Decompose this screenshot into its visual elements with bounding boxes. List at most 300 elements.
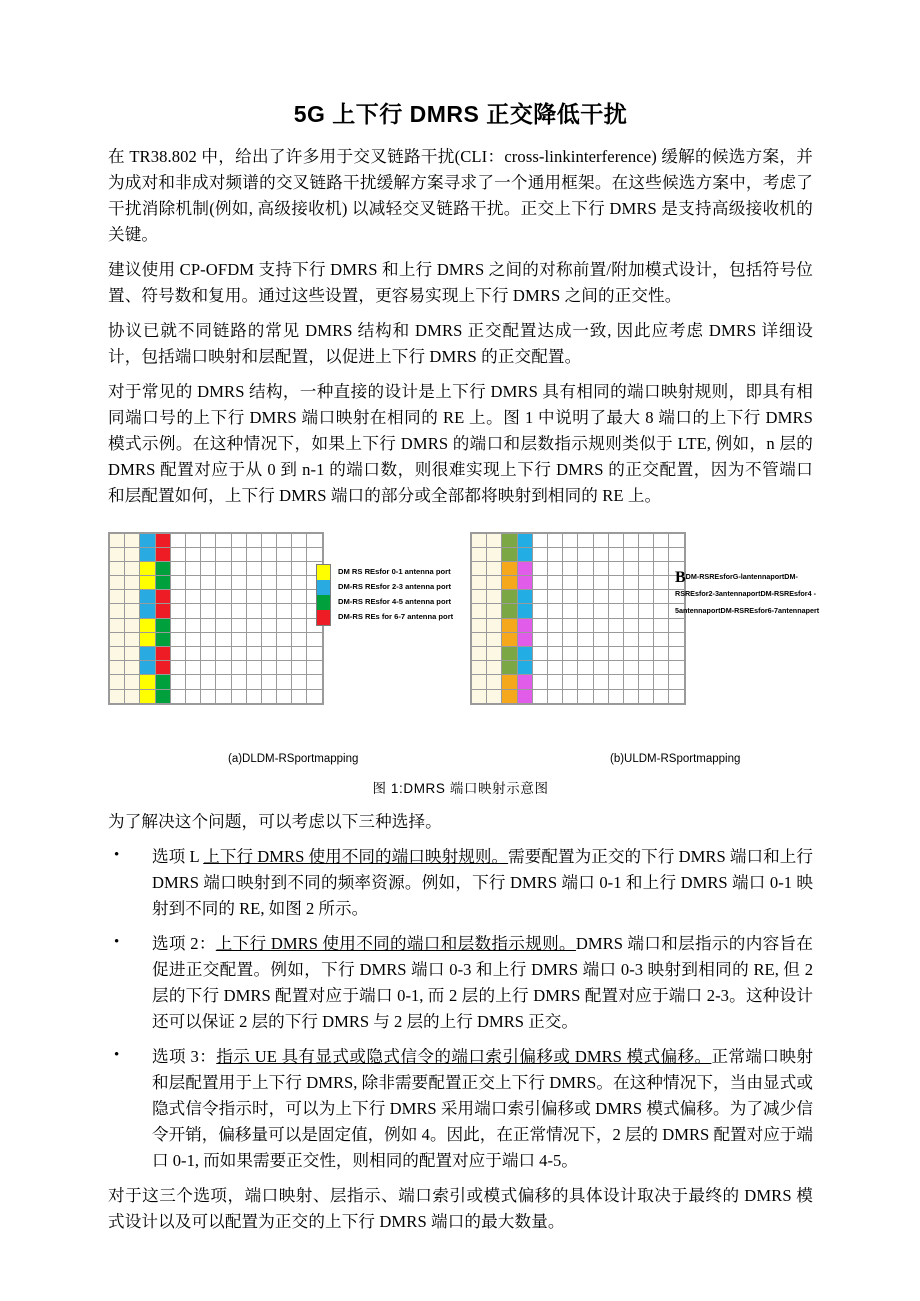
re-cell <box>262 562 276 575</box>
re-cell <box>487 647 501 660</box>
re-cell <box>292 661 306 674</box>
paragraph-2: 建议使用 CP-OFDM 支持下行 DMRS 和上行 DMRS 之间的对称前置/附加模式设计，包括符号位置、符号数和复用。通过这些设置，更容易实现上下行 DMRS 之间的正交性。 <box>108 260 813 306</box>
re-cell <box>171 661 185 674</box>
re-cell <box>262 534 276 547</box>
re-cell <box>502 562 516 575</box>
re-cell <box>140 675 154 688</box>
re-cell <box>201 562 215 575</box>
ul-legend-line-0 <box>675 568 835 585</box>
re-cell <box>563 619 577 632</box>
re-cell <box>125 562 139 575</box>
re-cell <box>216 619 230 632</box>
re-cell <box>639 675 653 688</box>
option-3-lead: 选项 3： <box>152 1046 217 1066</box>
re-cell <box>171 590 185 603</box>
re-cell <box>639 534 653 547</box>
re-cell <box>277 576 291 589</box>
re-cell <box>110 633 124 646</box>
re-cell <box>171 690 185 703</box>
re-cell <box>110 604 124 617</box>
re-cell <box>533 675 547 688</box>
re-cell <box>578 590 592 603</box>
re-cell <box>518 647 532 660</box>
re-cell <box>171 548 185 561</box>
re-cell <box>669 661 683 674</box>
option-item-2 <box>108 931 813 1035</box>
re-cell <box>594 576 608 589</box>
re-cell <box>186 647 200 660</box>
re-cell <box>563 675 577 688</box>
dl-legend-label-0: DM RS REsfor 0-1 antenna port <box>338 566 451 576</box>
ul-legend-line-2: 5antennaportDM-RSREsfor6-7antennapert <box>675 605 820 615</box>
re-cell <box>110 562 124 575</box>
re-cell <box>216 548 230 561</box>
re-cell <box>609 647 623 660</box>
re-cell <box>578 633 592 646</box>
re-cell <box>502 534 516 547</box>
re-cell <box>609 534 623 547</box>
re-cell <box>156 661 170 674</box>
re-cell <box>140 690 154 703</box>
ul-legend-text-0: DM-RSREsforG-lantennaportDM- <box>685 571 798 581</box>
re-cell <box>292 675 306 688</box>
figure-subcaptions <box>108 753 813 773</box>
re-cell <box>125 604 139 617</box>
re-cell <box>639 548 653 561</box>
re-cell <box>140 661 154 674</box>
re-cell <box>292 633 306 646</box>
re-cell <box>277 661 291 674</box>
paragraph-closing: 对于这三个选项，端口映射、层指示、端口索引或模式偏移的具体设计取决于最终的 DMRS 模式设计以及可以配置为正交的上下行 DMRS 端口的最大数量。 <box>108 1186 813 1232</box>
re-cell <box>201 548 215 561</box>
dl-legend-label-1: DM-RS REsfor 2-3 antenna port <box>338 581 452 591</box>
re-cell <box>624 661 638 674</box>
dl-legend-labels <box>338 564 453 624</box>
re-cell <box>548 604 562 617</box>
re-cell <box>156 590 170 603</box>
re-cell <box>247 590 261 603</box>
re-cell <box>201 633 215 646</box>
re-cell <box>578 647 592 660</box>
re-cell <box>518 661 532 674</box>
options-list <box>108 844 813 1175</box>
re-cell <box>639 690 653 703</box>
option-item-1 <box>108 844 813 922</box>
re-cell <box>533 534 547 547</box>
re-cell <box>232 690 246 703</box>
ul-legend <box>675 568 835 619</box>
re-cell <box>594 675 608 688</box>
re-cell <box>277 690 291 703</box>
re-cell <box>594 562 608 575</box>
re-cell <box>216 534 230 547</box>
bullet-marker: • <box>114 933 120 950</box>
re-cell <box>307 690 321 703</box>
re-cell <box>487 534 501 547</box>
re-cell <box>594 604 608 617</box>
re-cell <box>140 604 154 617</box>
re-cell <box>472 604 486 617</box>
re-cell <box>594 619 608 632</box>
re-cell <box>156 675 170 688</box>
re-cell <box>171 562 185 575</box>
re-cell <box>548 690 562 703</box>
re-cell <box>232 562 246 575</box>
re-cell <box>502 690 516 703</box>
figure-subcaption-b: (b)ULDM-RSportmapping <box>610 752 741 765</box>
re-cell <box>110 690 124 703</box>
paragraph-intro-options: 为了解决这个问题，可以考虑以下三种选择。 <box>108 811 442 831</box>
re-cell <box>472 619 486 632</box>
re-cell <box>125 619 139 632</box>
re-cell <box>232 619 246 632</box>
re-cell <box>186 576 200 589</box>
re-cell <box>232 647 246 660</box>
re-cell <box>594 647 608 660</box>
re-cell <box>654 604 668 617</box>
re-cell <box>533 590 547 603</box>
re-cell <box>292 647 306 660</box>
re-cell <box>292 590 306 603</box>
re-cell <box>201 576 215 589</box>
re-cell <box>609 690 623 703</box>
legend-swatch-red <box>317 610 330 625</box>
re-cell <box>277 633 291 646</box>
re-cell <box>171 619 185 632</box>
re-cell <box>502 604 516 617</box>
re-cell <box>125 534 139 547</box>
re-cell <box>578 675 592 688</box>
re-cell <box>548 633 562 646</box>
re-cell <box>186 548 200 561</box>
re-cell <box>186 534 200 547</box>
re-cell <box>472 675 486 688</box>
re-cell <box>171 604 185 617</box>
re-cell <box>639 590 653 603</box>
re-cell <box>563 690 577 703</box>
re-cell <box>654 675 668 688</box>
re-cell <box>201 619 215 632</box>
re-cell <box>472 633 486 646</box>
re-cell <box>262 690 276 703</box>
re-cell <box>669 548 683 561</box>
re-cell <box>292 534 306 547</box>
figure-panel-ul <box>470 532 686 705</box>
paragraph-1: 在 TR38.802 中，给出了许多用于交叉链路干扰(CLI：cross-linkinterference) 缓解的候选方案，并为成对和非成对频谱的交叉链路干扰缓解方案寻求了一个通用框架。在这些候选方案中，考虑了干扰消除机制(例如, 高级接收机) 以减轻交叉链路干扰。正交上下行 DMRS 是支持高级接收机的关键。 <box>108 146 813 245</box>
re-cell <box>563 661 577 674</box>
re-cell <box>186 590 200 603</box>
re-cell <box>156 690 170 703</box>
option-1-underlined: 上下行 DMRS 使用不同的端口映射规则。 <box>203 846 509 866</box>
re-cell <box>502 590 516 603</box>
re-cell <box>639 661 653 674</box>
re-cell <box>307 661 321 674</box>
re-cell <box>518 576 532 589</box>
re-cell <box>563 576 577 589</box>
re-cell <box>247 604 261 617</box>
re-cell <box>277 619 291 632</box>
re-cell <box>609 576 623 589</box>
re-cell <box>594 690 608 703</box>
re-cell <box>156 562 170 575</box>
re-cell <box>639 604 653 617</box>
re-cell <box>110 576 124 589</box>
re-cell <box>563 647 577 660</box>
re-cell <box>609 548 623 561</box>
re-cell <box>609 633 623 646</box>
re-cell <box>518 604 532 617</box>
re-cell <box>125 690 139 703</box>
re-cell <box>186 562 200 575</box>
re-cell <box>232 633 246 646</box>
re-cell <box>578 576 592 589</box>
re-cell <box>669 633 683 646</box>
document-content <box>108 100 820 1244</box>
re-cell <box>247 619 261 632</box>
dl-legend-label-3: DM-RS REs for 6-7 antenna port <box>338 611 454 621</box>
re-cell <box>232 661 246 674</box>
re-cell <box>247 633 261 646</box>
re-cell <box>186 661 200 674</box>
re-cell <box>669 619 683 632</box>
re-cell <box>292 619 306 632</box>
re-cell <box>472 534 486 547</box>
re-cell <box>518 633 532 646</box>
figure-panel-dl <box>108 532 324 705</box>
re-cell <box>171 576 185 589</box>
legend-swatch-green <box>317 595 330 610</box>
re-cell <box>563 604 577 617</box>
re-cell <box>216 576 230 589</box>
re-cell <box>140 590 154 603</box>
re-cell <box>624 619 638 632</box>
re-cell <box>548 534 562 547</box>
re-cell <box>232 590 246 603</box>
option-2-underlined: 上下行 DMRS 使用不同的端口和层数指示规则。 <box>215 933 576 953</box>
re-cell <box>216 647 230 660</box>
re-cell <box>186 619 200 632</box>
re-cell <box>232 675 246 688</box>
re-cell <box>624 562 638 575</box>
re-cell <box>533 576 547 589</box>
re-cell <box>262 590 276 603</box>
figure-caption: 图 1:DMRS 端口映射示意图 <box>372 780 549 796</box>
re-cell <box>533 548 547 561</box>
re-cell <box>110 534 124 547</box>
re-cell <box>533 619 547 632</box>
re-cell <box>472 690 486 703</box>
re-cell <box>654 619 668 632</box>
paragraph-3: 协议已就不同链路的常见 DMRS 结构和 DMRS 正交配置达成一致, 因此应考虑 DMRS 详细设计，包括端口映射和层配置，以促进上下行 DMRS 的正交配置。 <box>108 321 813 367</box>
re-cell <box>502 633 516 646</box>
re-cell <box>563 548 577 561</box>
re-cell <box>654 633 668 646</box>
re-cell <box>518 562 532 575</box>
re-cell <box>563 590 577 603</box>
re-cell <box>594 633 608 646</box>
re-cell <box>171 534 185 547</box>
re-cell <box>125 548 139 561</box>
re-cell <box>624 675 638 688</box>
option-3-underlined: 指示 UE 具有显式或隐式信令的端口索引偏移或 DMRS 模式偏移。 <box>216 1046 712 1066</box>
re-cell <box>624 647 638 660</box>
ul-legend-marker: B <box>675 568 686 586</box>
figure-1 <box>108 532 820 747</box>
re-cell <box>578 690 592 703</box>
re-cell <box>247 548 261 561</box>
re-cell <box>669 675 683 688</box>
re-cell <box>578 604 592 617</box>
re-cell <box>609 675 623 688</box>
re-cell <box>125 647 139 660</box>
re-cell <box>171 633 185 646</box>
re-cell <box>216 690 230 703</box>
re-cell <box>472 661 486 674</box>
re-cell <box>594 590 608 603</box>
re-cell <box>307 534 321 547</box>
re-cell <box>518 590 532 603</box>
re-cell <box>487 590 501 603</box>
re-cell <box>594 661 608 674</box>
re-cell <box>472 647 486 660</box>
re-cell <box>487 675 501 688</box>
re-cell <box>292 690 306 703</box>
re-cell <box>609 604 623 617</box>
re-cell <box>487 604 501 617</box>
re-cell <box>578 619 592 632</box>
re-cell <box>125 633 139 646</box>
re-cell <box>563 534 577 547</box>
re-cell <box>624 590 638 603</box>
re-cell <box>624 548 638 561</box>
re-cell <box>487 661 501 674</box>
re-cell <box>156 647 170 660</box>
re-cell <box>639 647 653 660</box>
re-cell <box>518 548 532 561</box>
re-cell <box>110 590 124 603</box>
re-cell <box>307 633 321 646</box>
re-cell <box>502 576 516 589</box>
re-cell <box>216 675 230 688</box>
re-cell <box>518 619 532 632</box>
re-cell <box>563 633 577 646</box>
re-cell <box>201 661 215 674</box>
re-cell <box>110 675 124 688</box>
option-2-rest: DMRS 端口和层指示的内容旨在促进正交配置。例如，下行 DMRS 端口 0-3 和上行 DMRS 端口 0-3 映射到相同的 RE, 但 2 层的下行 DMRS 配置对应于端口 0-1, 而 2 层的上行 DMRS 配置对应于端口 2-3。这种设计还可以保证 2 层的下行 DMRS 与 2 层的上行 DMRS 正交。 <box>152 933 813 1031</box>
re-cell <box>232 548 246 561</box>
re-cell <box>487 633 501 646</box>
option-2-lead: 选项 2： <box>152 933 216 953</box>
re-cell <box>594 534 608 547</box>
re-cell <box>472 576 486 589</box>
re-cell <box>201 534 215 547</box>
re-cell <box>140 619 154 632</box>
re-cell <box>247 534 261 547</box>
re-cell <box>502 647 516 660</box>
re-cell <box>654 548 668 561</box>
re-cell <box>669 647 683 660</box>
re-cell <box>186 633 200 646</box>
re-cell <box>156 548 170 561</box>
re-cell <box>654 661 668 674</box>
figure-subcaption-a: (a)DLDM-RSportmapping <box>228 752 359 765</box>
re-cell <box>307 675 321 688</box>
ul-legend-line-1: RSREsfor2-3antennaportDM-RSREsfor4 - <box>675 588 816 598</box>
re-cell <box>156 534 170 547</box>
re-cell <box>472 562 486 575</box>
dl-dmrs-re-grid <box>108 532 324 705</box>
bullet-marker: • <box>114 846 120 863</box>
re-cell <box>140 633 154 646</box>
re-cell <box>201 675 215 688</box>
re-cell <box>277 562 291 575</box>
option-1-lead: 选项 L <box>152 846 199 866</box>
re-cell <box>247 661 261 674</box>
re-cell <box>156 619 170 632</box>
re-cell <box>125 661 139 674</box>
re-cell <box>518 690 532 703</box>
legend-swatch-yellow <box>317 565 330 580</box>
re-cell <box>533 661 547 674</box>
re-cell <box>548 661 562 674</box>
re-cell <box>277 548 291 561</box>
dl-legend-label-2: DM-RS REsfor 4-5 antenna port <box>338 596 452 606</box>
dl-legend-swatches <box>316 564 331 626</box>
re-cell <box>533 647 547 660</box>
re-cell <box>156 633 170 646</box>
re-cell <box>262 604 276 617</box>
re-cell <box>654 690 668 703</box>
re-cell <box>140 562 154 575</box>
re-cell <box>487 576 501 589</box>
re-cell <box>110 619 124 632</box>
re-cell <box>654 590 668 603</box>
re-cell <box>487 619 501 632</box>
re-cell <box>654 562 668 575</box>
re-cell <box>247 675 261 688</box>
re-cell <box>533 562 547 575</box>
re-cell <box>502 661 516 674</box>
re-cell <box>548 619 562 632</box>
re-cell <box>186 675 200 688</box>
re-cell <box>548 548 562 561</box>
re-cell <box>624 604 638 617</box>
re-cell <box>292 604 306 617</box>
re-cell <box>639 619 653 632</box>
re-cell <box>548 675 562 688</box>
re-cell <box>609 661 623 674</box>
re-cell <box>277 534 291 547</box>
re-cell <box>232 576 246 589</box>
re-cell <box>533 604 547 617</box>
re-cell <box>201 647 215 660</box>
re-cell <box>171 675 185 688</box>
re-cell <box>262 647 276 660</box>
re-cell <box>639 562 653 575</box>
dl-legend <box>316 564 453 626</box>
re-cell <box>669 534 683 547</box>
re-cell <box>110 661 124 674</box>
ul-dmrs-re-grid <box>470 532 686 705</box>
re-cell <box>578 661 592 674</box>
re-cell <box>216 590 230 603</box>
re-cell <box>639 576 653 589</box>
re-cell <box>232 534 246 547</box>
re-cell <box>247 562 261 575</box>
re-cell <box>487 690 501 703</box>
re-cell <box>201 590 215 603</box>
re-cell <box>201 690 215 703</box>
